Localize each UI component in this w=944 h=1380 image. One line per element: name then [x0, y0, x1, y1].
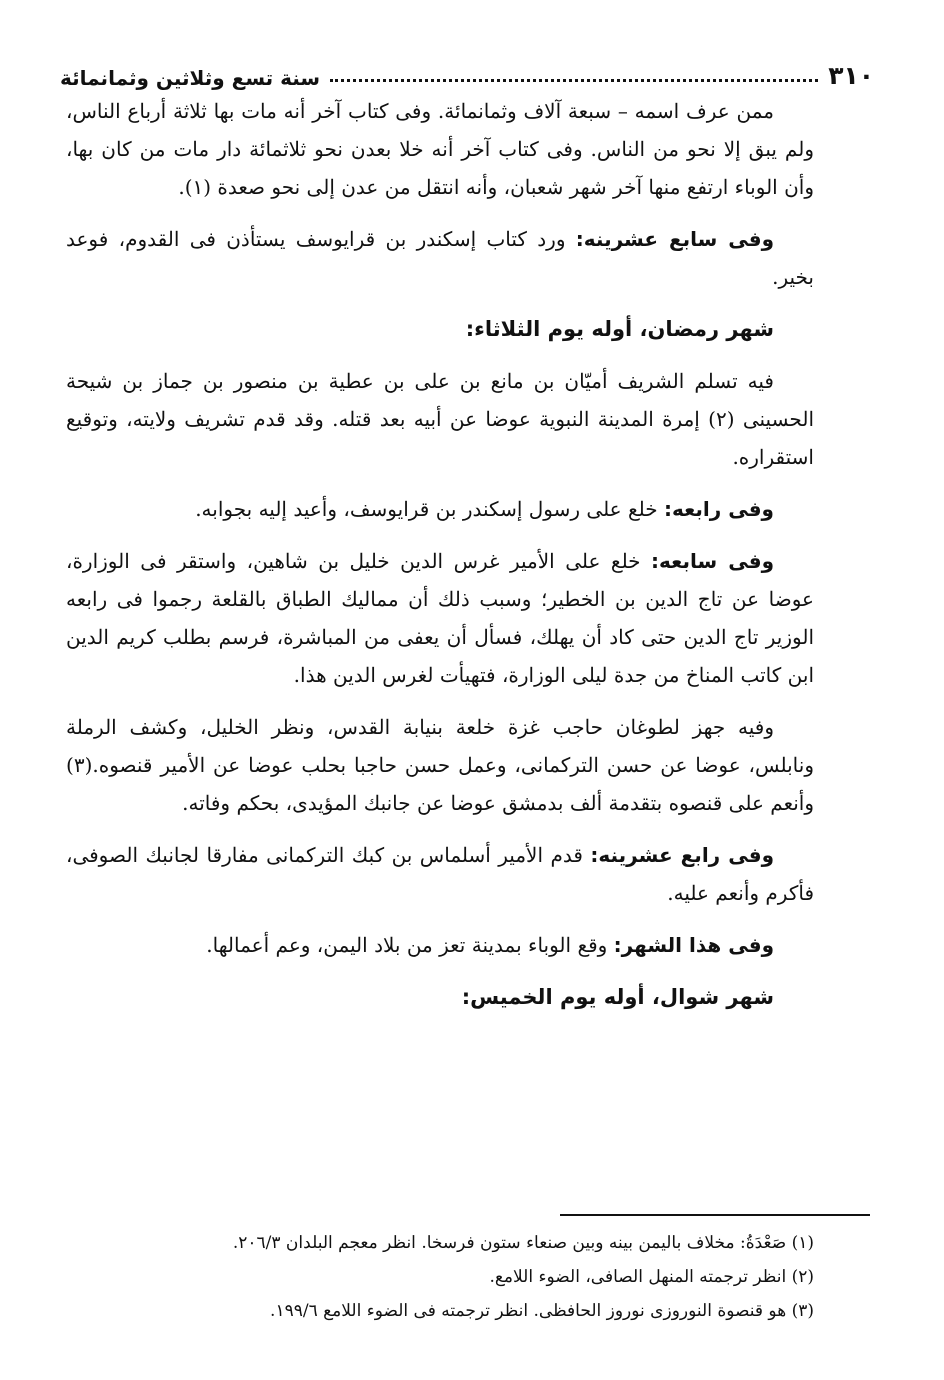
- paragraph-lead: وفى هذا الشهر:: [613, 933, 774, 957]
- page-header: [60, 50, 874, 90]
- paragraph: وفى رابع عشرينه: قدم الأمير أسلماس بن كبك التركمانى مفارقا لجانبك الصوفى، فأكرم وأنعم عليه.: [66, 843, 814, 905]
- running-title: سنة تسع وثلاثين وثمانمائة: [60, 66, 321, 90]
- footnote-divider: [560, 1214, 870, 1216]
- page-number: ٣١٠: [828, 61, 874, 90]
- footnote: (١) صَعْدَةُ: مخلاف باليمن بينه وبين صنعاء ستون فرسخا. انظر معجم البلدان ٢٠٦/٣.: [232, 1233, 814, 1253]
- paragraph-lead: وفى سابع عشرينه:: [575, 227, 774, 251]
- section-heading: شهر رمضان، أوله يوم الثلاثاء:: [465, 317, 774, 341]
- header-dot-leader: [330, 79, 818, 82]
- section-heading: شهر شوال، أوله يوم الخميس:: [461, 985, 774, 1009]
- paragraph: فيه تسلم الشريف أميّان بن مانع بن على بن عطية بن منصور بن جماز بن شيحة الحسينى (٢) إمرة المدينة النبوية عوضا عن أبيه بعد قتله. وقد قدم تشريف ولايته، وتوقيع استقراره.: [66, 369, 814, 469]
- paragraph-lead: وفى رابع عشرينه:: [590, 843, 775, 867]
- footnotes: [120, 1226, 814, 1328]
- body-text: [66, 92, 814, 1030]
- footnote: (٢) انظر ترجمته المنهل الصافى، الضوء اللامع.: [489, 1267, 814, 1287]
- paragraph: ممن عرف اسمه – سبعة آلاف وثمانمائة. وفى كتاب آخر أنه مات بها ثلاثة أرباع الناس، ولم يبق إلا نحو من الناس. وفى كتاب آخر أنه خلا بعدن نحو ثلاثمائة دار مات من كان بها، وأن الوباء ارتفع منها آخر شهر شعبان، وأنه انتقل من عدن إلى نحو صعدة (١).: [66, 99, 814, 199]
- paragraph-lead: وفى رابعه:: [663, 497, 774, 521]
- paragraph: وفى سابع عشرينه: ورد كتاب إسكندر بن قرايوسف يستأذن فى القدوم، فوعد بخير.: [66, 227, 814, 289]
- footnote: (٣) هو قنصوة النوروزى نوروز الحافظى. انظر ترجمته فى الضوء اللامع ١٩٩/٦.: [270, 1301, 814, 1321]
- paragraph-lead: وفى سابعه:: [651, 549, 775, 573]
- paragraph: وفى سابعه: خلع على الأمير غرس الدين خليل بن شاهين، واستقر فى الوزارة، عوضا عن تاج الدين بن الخطير؛ وسبب ذلك أن مماليك الطباق بالقلعة رجموا فى رابعه الوزير تاج الدين حتى كاد أن يهلك، فسأل أن يعفى من المباشرة، فرسم بطلب كريم الدين ابن كاتب المناخ من جدة ليلى الوزارة، فتهيأت لغرس الدين هذا.: [66, 549, 814, 687]
- paragraph: وفى هذا الشهر: وقع الوباء بمدينة تعز من بلاد اليمن، وعم أعمالها.: [206, 933, 774, 957]
- paragraph: وفى رابعه: خلع على رسول إسكندر بن قرايوسف، وأعيد إليه بجوابه.: [195, 497, 774, 521]
- paragraph: وفيه جهز لطوغان حاجب غزة خلعة بنيابة القدس، ونظر الخليل، وكشف الرملة ونابلس، عوضا عن حسن التركمانى، وعمل حسن حاجبا بحلب عوضا عن الأمير قنصوه.(٣) وأنعم على قنصوه بتقدمة ألف بدمشق عوضا عن جانبك المؤيدى، بحكم وفاته.: [66, 715, 814, 815]
